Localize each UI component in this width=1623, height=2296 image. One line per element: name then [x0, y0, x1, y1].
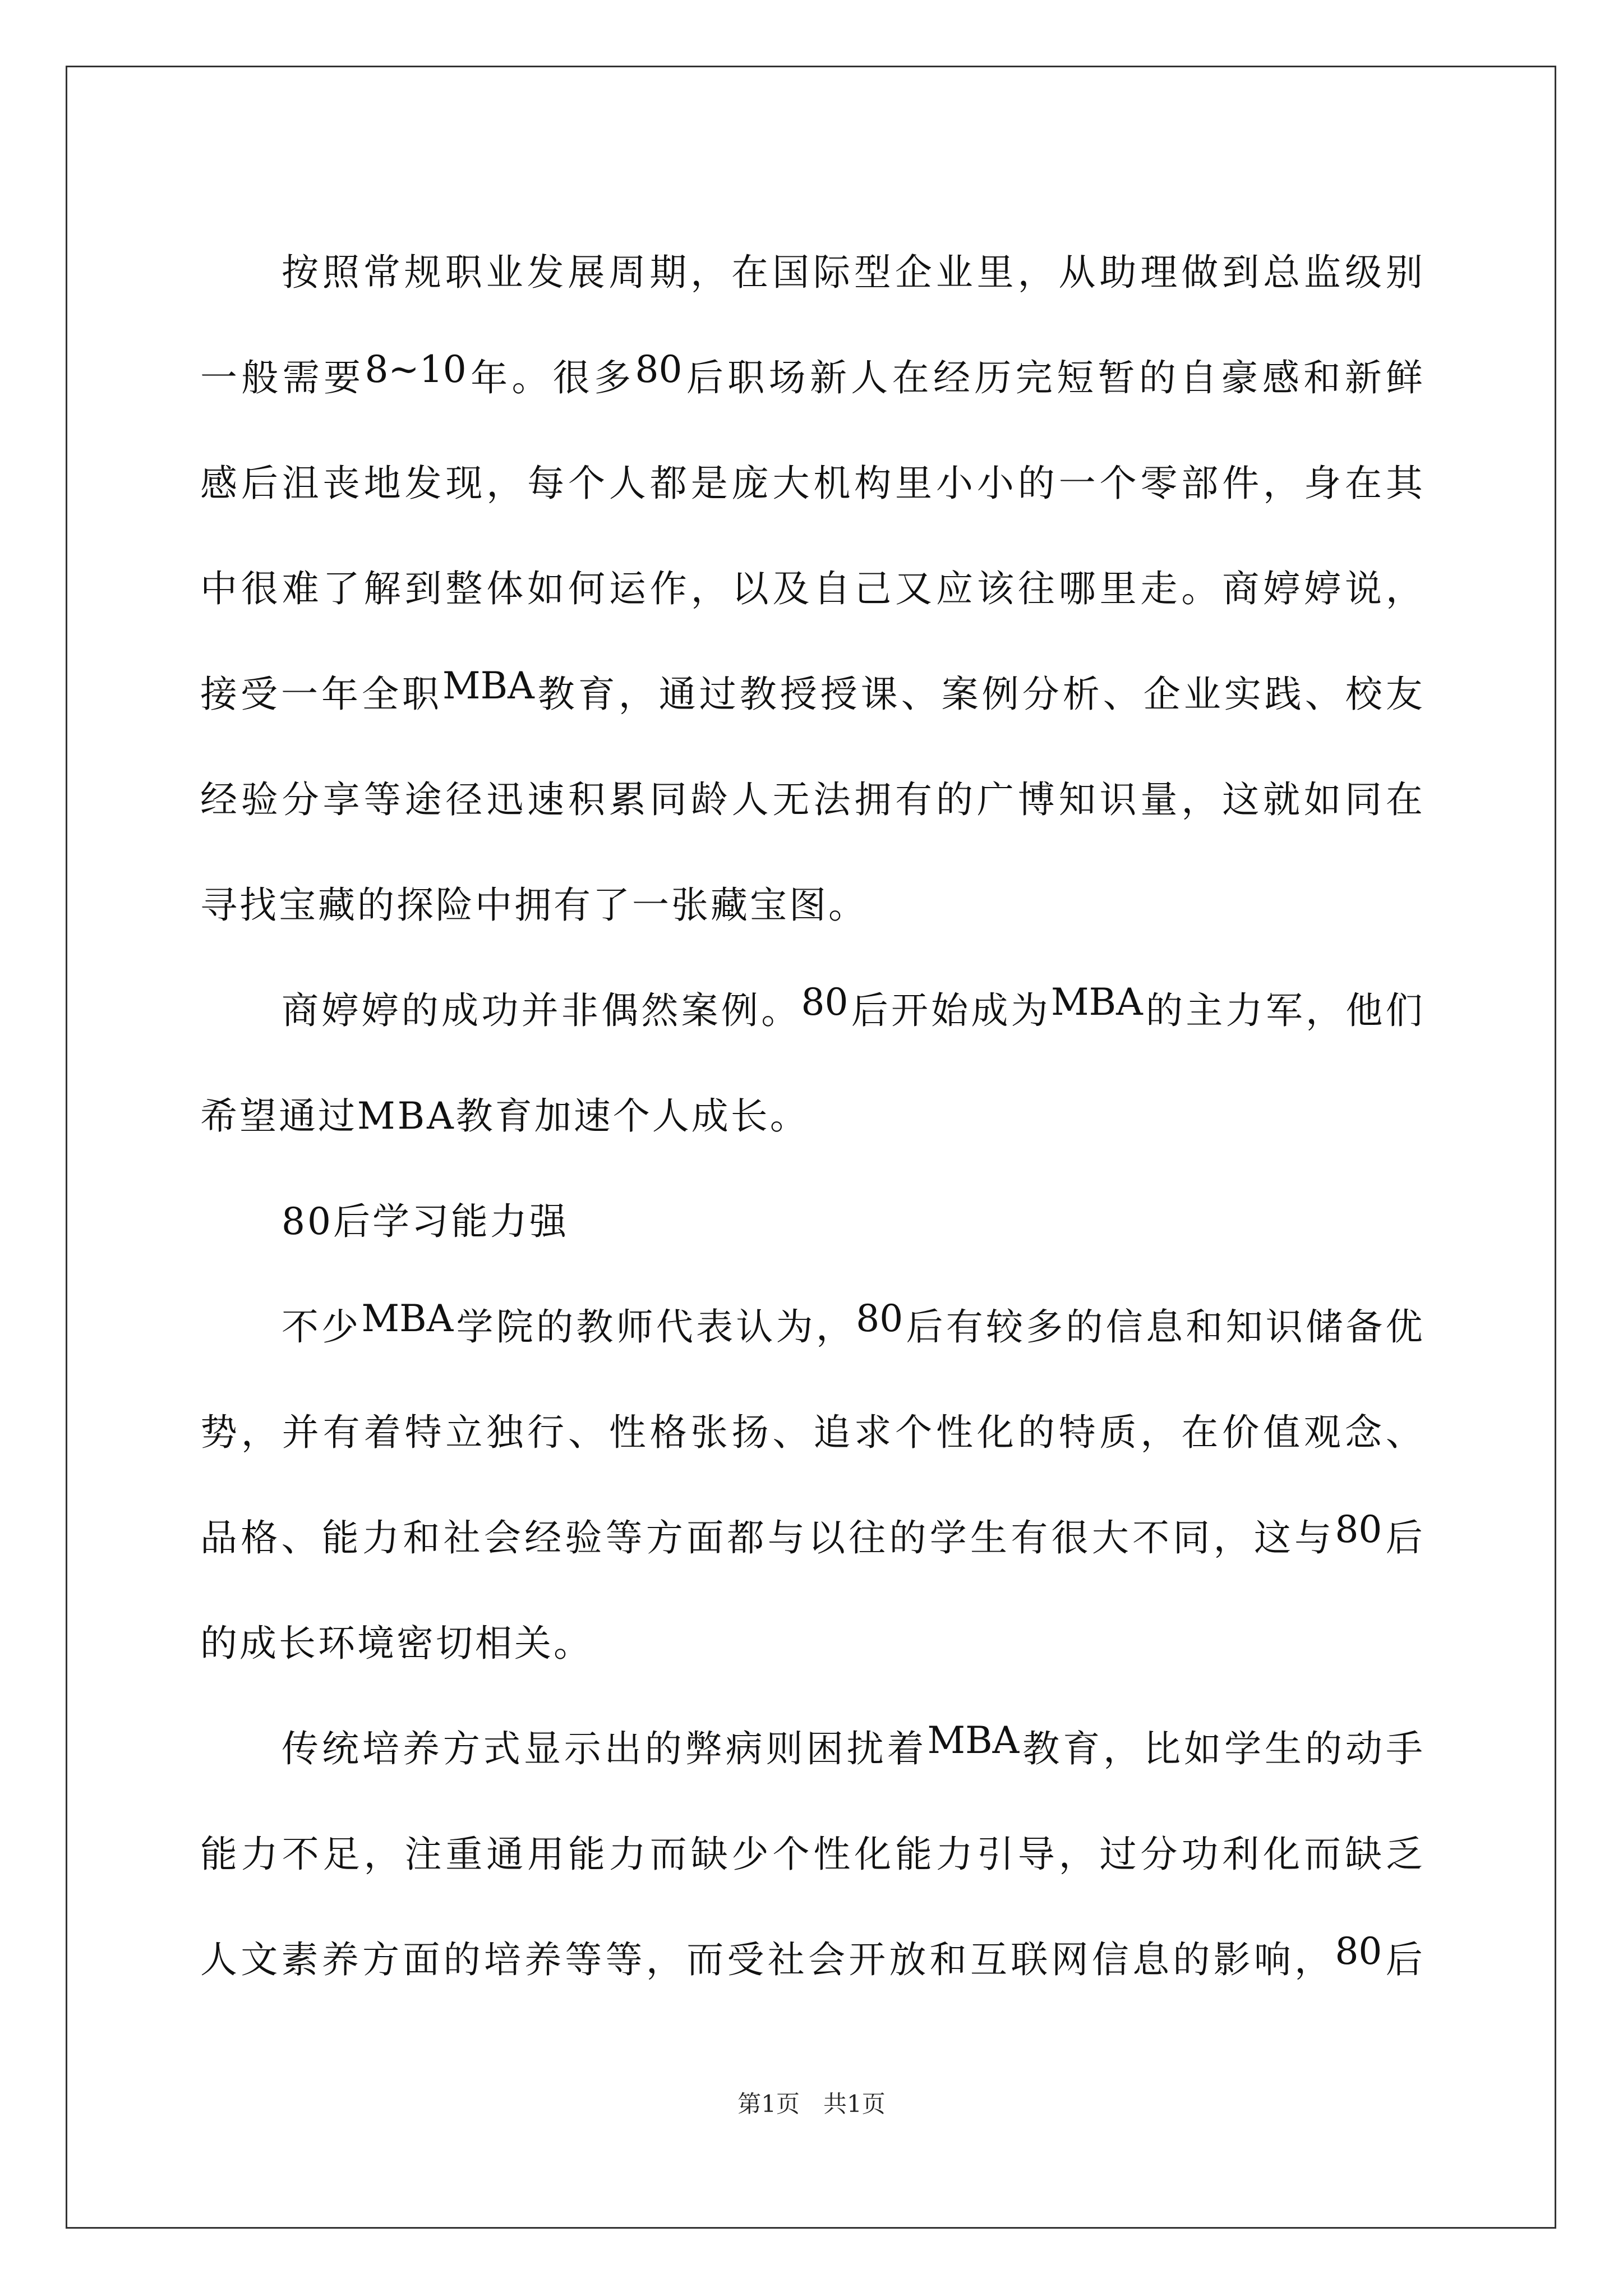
page-number: 第1页 共1页 [737, 2090, 886, 2118]
text-line: 能 力 不 足 ， 注 重 通 用 能 力 而 缺 少 个 性 化 能 力 引 导 ， 过 分 功 利 化 而 缺 乏 [200, 1832, 1423, 1876]
text-line: 的成长环境密切相关。 [200, 1621, 593, 1665]
text-line: 品 格 、 能 力 和 社 会 经 验 等 方 面 都 与 以 往 的 学 生 有 很 大 不 同 ， 这 与 80 后 [200, 1507, 1423, 1559]
section-heading: 80后学习能力强 [282, 1199, 569, 1243]
text-line: 感 后 沮 丧 地 发 现 ， 每 个 人 都 是 庞 大 机 构 里 小 小 的 一 个 零 部 件 ， 身 在 其 [200, 461, 1423, 505]
text-line: 人 文 素 养 方 面 的 培 养 等 等 ， 而 受 社 会 开 放 和 互 联 网 信 息 的 影 响 ， 80 后 [200, 1929, 1423, 1981]
text-line: 经 验 分 享 等 途 径 迅 速 积 累 同 龄 人 无 法 拥 有 的 广 博 知 识 量 ， 这 就 如 同 在 [200, 777, 1423, 821]
document-body [200, 216, 1423, 2009]
text-line: 商 婷 婷 的 成 功 并 非 偶 然 案 例 。 80 后 开 始 成 为 MBA 的 主 力 军 ， 他 们 [282, 980, 1423, 1032]
text-line: 希望通过MBA教育加速个人成长。 [200, 1094, 809, 1138]
text-line: 中 很 难 了 解 到 整 体 如 何 运 作 ， 以 及 自 己 又 应 该 往 哪 里 走 。 商 婷 婷 说 ， [200, 567, 1423, 610]
text-line: 寻找宝藏的探险中拥有了一张藏宝图。 [200, 883, 868, 927]
text-line: 一 般 需 要 8~10 年 。 很 多 80 后 职 场 新 人 在 经 历 完 短 暂 的 自 豪 感 和 新 鲜 [200, 347, 1423, 399]
text-line: 不 少 MBA 学 院 的 教 师 代 表 认 为 ， 80 后 有 较 多 的 信 息 和 知 识 储 备 优 [282, 1296, 1423, 1349]
text-line: 按 照 常 规 职 业 发 展 周 期 ， 在 国 际 型 企 业 里 ， 从 助 理 做 到 总 监 级 别 [282, 250, 1423, 294]
page-footer [0, 2086, 1623, 2119]
text-line: 接 受 一 年 全 职 MBA 教 育 ， 通 过 教 授 授 课 、 案 例 分 析 、 企 业 实 践 、 校 友 [200, 664, 1423, 716]
text-line: 势 ， 并 有 着 特 立 独 行 、 性 格 张 扬 、 追 求 个 性 化 的 特 质 ， 在 价 值 观 念 、 [200, 1410, 1423, 1454]
text-line: 传 统 培 养 方 式 显 示 出 的 弊 病 则 困 扰 着 MBA 教 育 ， 比 如 学 生 的 动 手 [282, 1718, 1423, 1770]
